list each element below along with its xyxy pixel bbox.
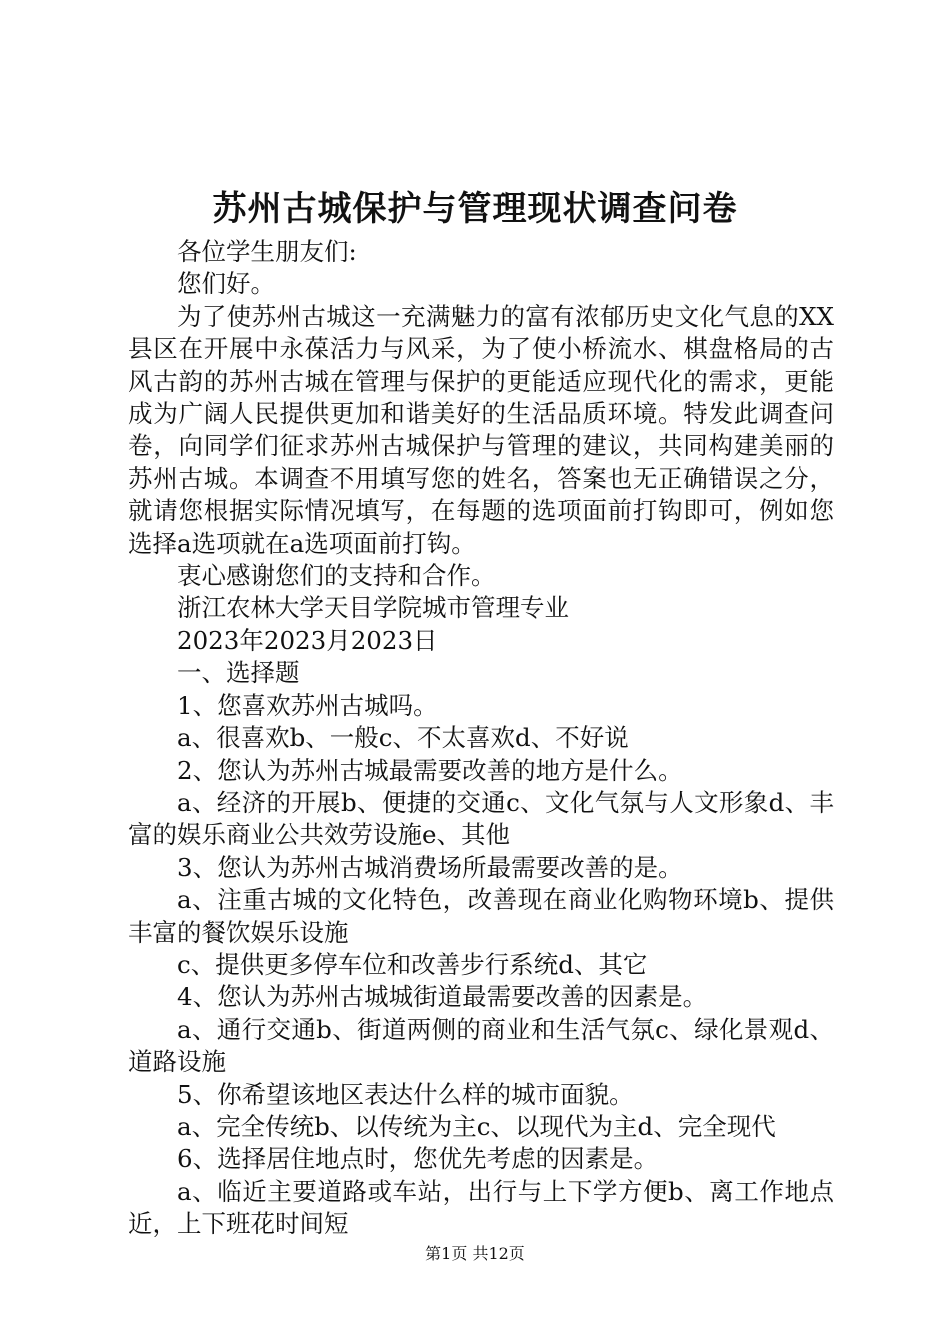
- paragraph: 为了使苏州古城这一充满魅力的富有浓郁历史文化气息的XX县区在开展中永葆活力与风采，为了使小桥流水、棋盘格局的古风古韵的苏州古城在管理与保护的更能适应现代化的需求，更能成为广阔人民提供更加和谐美好的生活品质环境。特发此调查问卷，向同学们征求苏州古城保护与管理的建议，共同构建美丽的苏州古城。本调查不用填写您的姓名，答案也无正确错误之分，就请您根据实际情况填写，在每题的选项面前打钩即可，例如您选择a选项就在a选项面前打钩。: [128, 301, 834, 558]
- answer-options: a、临近主要道路或车站，出行与上下学方便b、离工作地点近，上下班花时间短: [128, 1176, 834, 1239]
- paragraph: 您们好。: [177, 269, 275, 299]
- paragraph: 2023年2023月2023日: [177, 625, 438, 655]
- answer-options: a、经济的开展b、便捷的交通c、文化气氛与人文形象d、丰富的娱乐商业公共效劳设施e、其他: [128, 787, 834, 850]
- answer-options: a、完全传统b、以传统为主c、以现代为主d、完全现代: [177, 1111, 776, 1141]
- paragraph: 各位学生朋友们:: [177, 237, 357, 266]
- page-number-footer: 第1页 共12页: [425, 1244, 525, 1263]
- document-body: [128, 236, 834, 1241]
- section-heading: 一、选择题: [177, 658, 300, 688]
- question: 3、您认为苏州古城消费场所最需要改善的是。: [177, 852, 683, 882]
- answer-options: a、注重古城的文化特色，改善现在商业化购物环境b、提供丰富的餐饮娱乐设施: [128, 885, 834, 947]
- document-title: 苏州古城保护与管理现状调查问卷: [212, 189, 738, 229]
- answer-options: a、很喜欢b、一般c、不太喜欢d、不好说: [177, 723, 629, 753]
- question: 4、您认为苏州古城城街道最需要改善的因素是。: [177, 982, 708, 1012]
- question: 6、选择居住地点时，您优先考虑的因素是。: [177, 1144, 659, 1174]
- question: 1、您喜欢苏州古城吗。: [177, 690, 438, 720]
- answer-options: c、提供更多停车位和改善步行系统d、其它: [177, 949, 648, 979]
- question: 2、您认为苏州古城最需要改善的地方是什么。: [177, 755, 683, 785]
- question: 5、你希望该地区表达什么样的城市面貌。: [177, 1079, 634, 1109]
- paragraph: 衷心感谢您们的支持和合作。: [177, 561, 496, 591]
- paragraph: 浙江农林大学天目学院城市管理专业: [177, 593, 569, 623]
- answer-options: a、通行交通b、街道两侧的商业和生活气氛c、绿化景观d、道路设施: [128, 1014, 834, 1077]
